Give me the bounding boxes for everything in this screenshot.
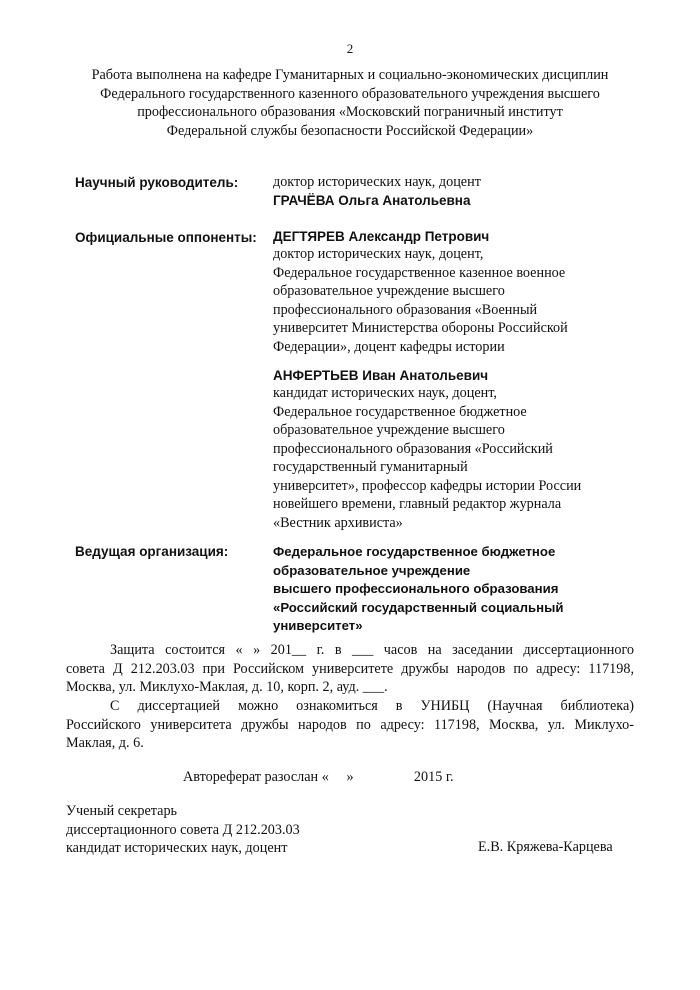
lead-org-details <box>273 543 563 636</box>
opponent-2-line: «Вестник архивиста» <box>273 514 403 531</box>
opponent-1-line: образовательное учреждение высшего <box>273 283 505 299</box>
defense-line: Москва, ул. Миклухо-Маклая, д. 10, корп. 2, ауд. ___. <box>66 679 388 695</box>
lead-org-line: «Российский государственный социальный <box>273 599 564 615</box>
opponent-2-line: Федеральное государственное бюджетное <box>273 403 527 420</box>
institution-intro <box>40 66 660 140</box>
opponent-2-line: государственный гуманитарный <box>273 459 468 475</box>
intro-line: профессионального образования «Московский пограничный институт <box>137 104 563 120</box>
library-line: Российского университета дружбы народов по адресу: 117198, Москва, ул. Миклухо- <box>66 716 634 733</box>
page-number: 2 <box>346 41 354 56</box>
opponent-1-details <box>273 245 568 356</box>
opponent-1-line: Федерации», доцент кафедры истории <box>273 338 505 355</box>
defense-paragraph <box>66 641 634 697</box>
opponent-2-line: новейшего времени, главный редактор журнала <box>273 496 562 512</box>
opponent-2-line: профессионального образования «Российский <box>273 440 553 457</box>
lead-org-line: образовательное учреждение <box>273 562 471 578</box>
opponent-2-line: образовательное учреждение высшего <box>273 422 505 438</box>
secretary-line: диссертационного совета Д 212.203.03 <box>66 821 300 838</box>
library-line: Маклая, д. 6. <box>66 735 144 751</box>
lead-org-line: высшего профессионального образования <box>273 581 559 596</box>
opponent-2-name: АНФЕРТЬЕВ Иван Анатольевич <box>273 368 489 383</box>
library-paragraph <box>66 697 634 753</box>
secretary-line: кандидат исторических наук, доцент <box>66 840 288 856</box>
opponent-1-line: доктор исторических наук, доцент, <box>273 246 484 262</box>
opponent-1-name: ДЕГТЯРЕВ Александр Петрович <box>273 229 490 244</box>
intro-line: Федерального государственного казенного образовательного учреждения высшего <box>100 85 600 102</box>
sent-date-line: Автореферат разослан « » 2015 г. <box>183 769 454 785</box>
library-line: С диссертацией можно ознакомиться в УНИБЦ (Научная библиотека) <box>110 698 634 714</box>
secretary-line: Ученый секретарь <box>66 803 178 819</box>
supervisor-degree: доктор исторических наук, доцент <box>273 174 481 190</box>
defense-line: Защита состоится « » 201__ г. в ___ часов на заседании диссертационного <box>110 642 634 658</box>
supervisor-label: Научный руководитель: <box>75 175 239 190</box>
secretary-block <box>66 802 300 858</box>
opponent-1-line: Федеральное государственное казенное военное <box>273 264 566 281</box>
opponent-1-line: профессионального образования «Военный <box>273 301 538 318</box>
lead-org-line: университет» <box>273 618 363 633</box>
supervisor-name: ГРАЧЁВА Ольга Анатольевна <box>273 193 471 208</box>
opponents-label: Официальные оппоненты: <box>75 230 257 245</box>
secretary-name: Е.В. Кряжева-Карцева <box>478 839 613 855</box>
intro-line: Федеральной службы безопасности Российской Федерации» <box>166 122 534 139</box>
defense-line: совета Д 212.203.03 при Российском университете дружбы народов по адресу: 117198, <box>66 660 634 677</box>
lead-org-line: Федеральное государственное бюджетное <box>273 544 556 559</box>
opponent-2-line: университет», профессор кафедры истории России <box>273 477 582 494</box>
lead-org-label: Ведущая организация: <box>75 544 229 559</box>
intro-line: Работа выполнена на кафедре Гуманитарных и социально-экономических дисциплин <box>91 67 609 83</box>
opponent-2-details <box>273 384 581 532</box>
opponent-1-line: университет Министерства обороны Российской <box>273 320 568 336</box>
opponent-2-line: кандидат исторических наук, доцент, <box>273 385 497 401</box>
